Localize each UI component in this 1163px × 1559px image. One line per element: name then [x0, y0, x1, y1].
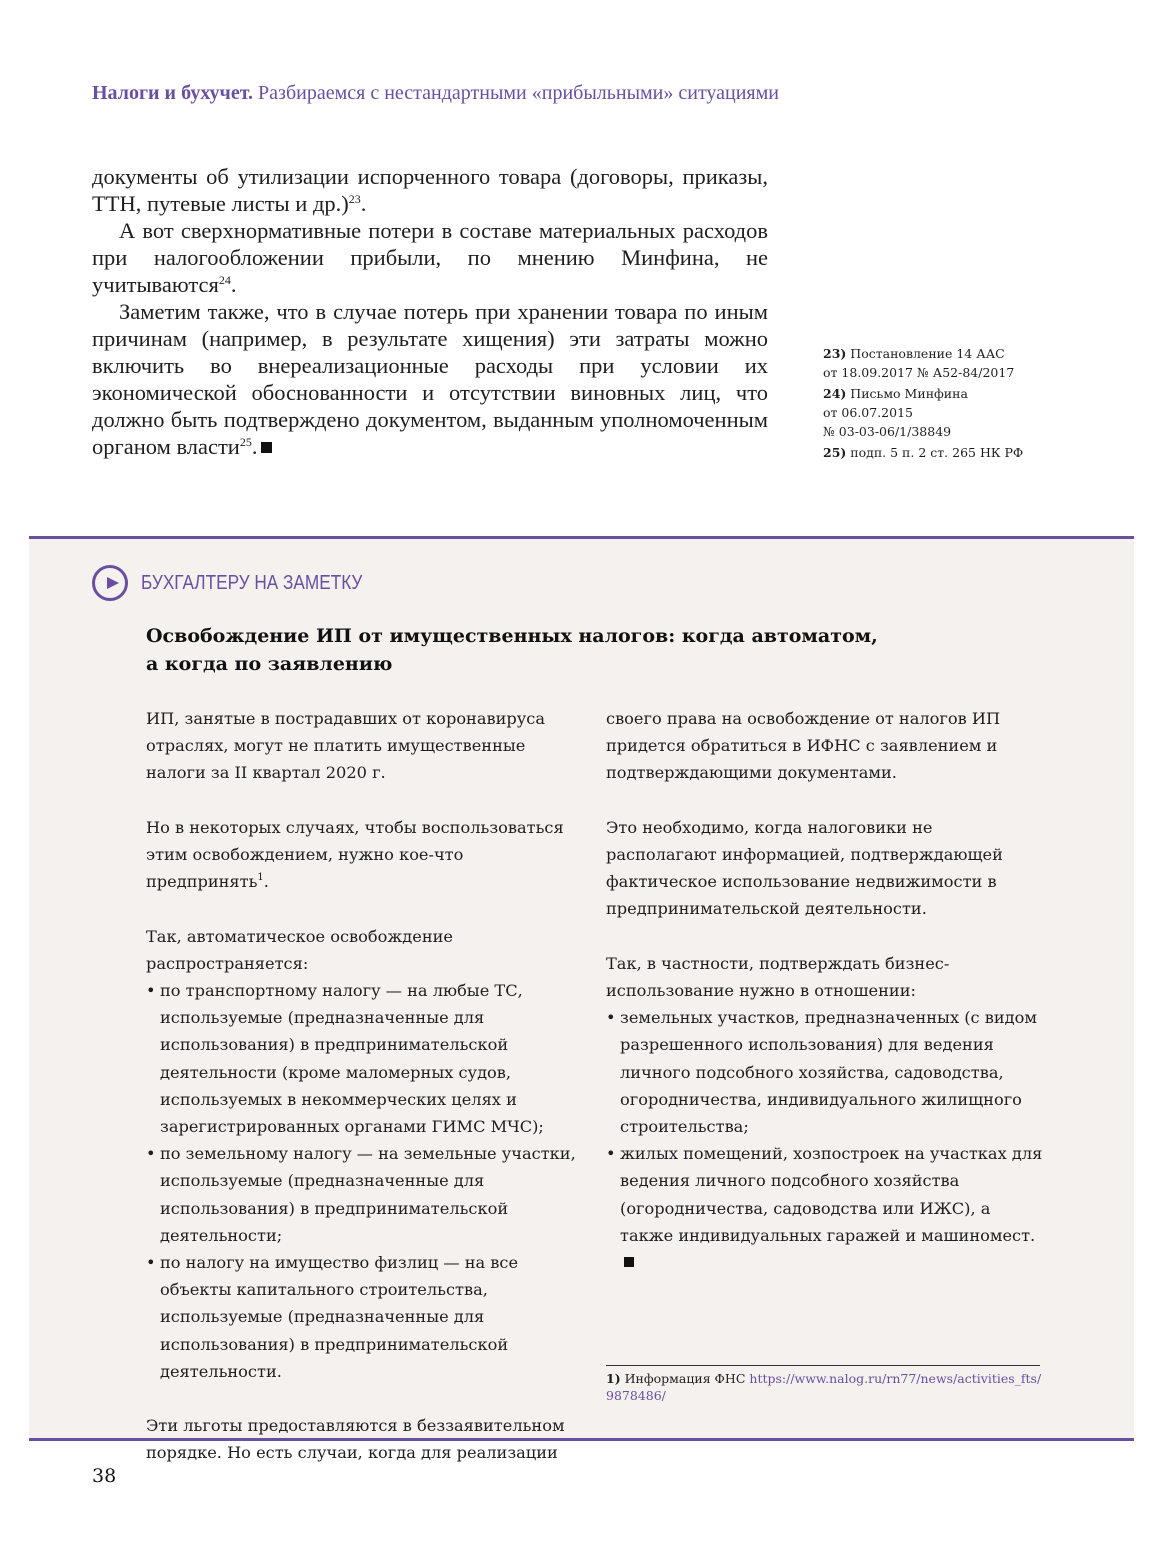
box-footnote: 1) Информация ФНС https://www.nalog.ru/rn77/news/activities_fts/9878486/: [606, 1371, 1042, 1403]
end-of-article-mark: [261, 442, 272, 453]
article-paragraph: А вот сверхнормативные потери в составе материальных расходов при налогообложении прибыли, по мнению Минфина, не учитываются$^{24}$.: [92, 218, 768, 297]
list-item: • земельных участков, предназначенных (с видом разрешенного использования) для ведения личного подсобного хозяйства, садоводства, огородничества, индивидуального жилищного строительства;: [606, 1004, 1044, 1140]
page-number: 38: [92, 1465, 117, 1487]
running-head-section: Налоги и бухучет.: [92, 82, 254, 104]
article-paragraph: документы об утилизации испорченного товара (договоры, приказы, ТТН, путевые листы и др.)$^{23}$.: [92, 164, 768, 216]
note-box-title: Освобождение ИП от имущественных налогов: когда автоматом, а когда по заявлению: [146, 625, 878, 675]
note-paragraph: Это необходимо, когда налоговики не располагают информацией, подтверждающей фактическое использование недвижимости в предпринимательской деятельности.: [606, 817, 1003, 919]
note-paragraph: Так, автоматическое освобождение распространяется:: [146, 926, 454, 973]
footnote-ref[interactable]: 1: [257, 872, 264, 884]
article-paragraph: Заметим также, что в случае потерь при хранении товара по иным причинам (например, в результате хищения) эти затраты можно включить во внереализационные расходы при условии их экономической обоснованности и отсутствии виновных лиц, что должно быть подтверждено документом, выданным уполномоченным органом власти$^{25}$.: [92, 299, 768, 459]
play-circle-icon: [92, 565, 128, 601]
list-item: • по транспортному налогу — на любые ТС, используемые (предназначенные для использования) в предпринимательской деятельности (кроме маломерных судов, используемых в некоммерческих целях и зарегистрированных органами ГИМС МЧС);: [146, 977, 586, 1140]
note-column-right: [606, 705, 1044, 1303]
list-item: • по налогу на имущество физлиц — на все объекты капитального строительства, используемые (предназначенные для использования) в предпринимательской деятельности.: [146, 1249, 586, 1385]
note-paragraph: ИП, занятые в пострадавших от коронавируса отраслях, могут не платить имущественные налоги за II квартал 2020 г.: [146, 709, 546, 783]
note-paragraph: Эти льготы предоставляются в беззаявительном порядке. Но есть случаи, когда для реализации: [146, 1416, 565, 1463]
sidenote: 24) Письмо Минфина от 06.07.2015 № 03-03-06/1/38849: [823, 386, 968, 439]
fns-link[interactable]: https://www.nalog.ru/rn77/news/activities_fts/9878486/: [606, 1371, 1042, 1403]
list-item: • жилых помещений, хозпостроек на участках для ведения личного подсобного хозяйства (огородничества, садоводства или ИЖС), а также индивидуальных гаражей и машиномест.: [606, 1140, 1044, 1276]
list-item: • по земельному налогу — на земельные участки, используемые (предназначенные для использования) в предпринимательской деятельности;: [146, 1140, 586, 1249]
note-paragraph: Так, в частности, подтверждать бизнес-использование нужно в отношении:: [606, 953, 950, 1000]
running-head: [92, 82, 779, 105]
footnote-ref[interactable]: 23: [348, 192, 361, 206]
footnote-ref[interactable]: 25: [239, 435, 252, 449]
footnote-ref[interactable]: 24: [218, 273, 231, 287]
auto-exemption-list: [146, 977, 586, 1385]
article-body: [92, 163, 768, 460]
note-box-header: [92, 562, 398, 604]
sidenote: 23) Постановление 14 ААС от 18.09.2017 № А52-84/2017: [823, 346, 1015, 380]
note-paragraph: своего права на освобождение от налогов ИП придется обратиться в ИФНС с заявлением и подтверждающими документами.: [606, 709, 1001, 783]
note-paragraph: Но в некоторых случаях, чтобы воспользоваться этим освобождением, нужно кое-что предпринять$^1$.: [146, 817, 564, 892]
sidenote: 25) подп. 5 п. 2 ст. 265 НК РФ: [823, 445, 1024, 460]
note-column-left: [146, 705, 586, 1494]
end-of-note-mark: [624, 1257, 634, 1267]
sidenotes: [823, 344, 1038, 462]
note-box-label: БУХГАЛТЕРУ НА ЗАМЕТКУ: [141, 571, 363, 594]
running-head-subtitle: Разбираемся с нестандартными «прибыльными» ситуациями: [258, 82, 779, 104]
application-required-list: [606, 1004, 1044, 1276]
footnote-divider: [606, 1365, 1040, 1366]
